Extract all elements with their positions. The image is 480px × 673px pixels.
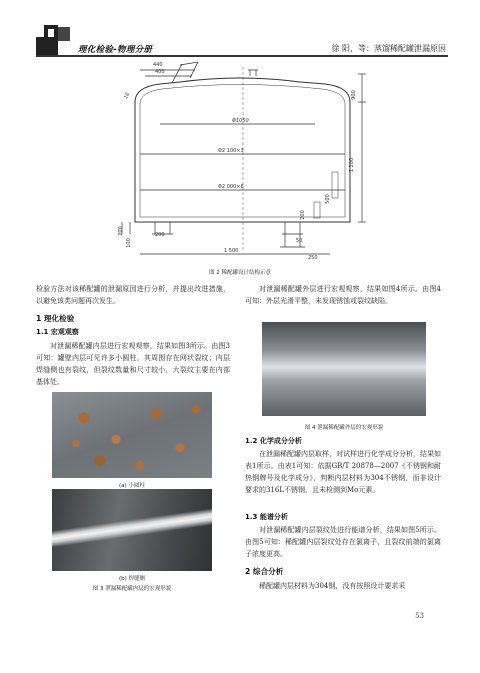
figure2-caption: 图 2 稀配罐设计结构示意	[209, 270, 271, 276]
section-heading-1-1: 1.1 宏观观察	[36, 328, 79, 336]
paragraph-chemistry: 在泄漏稀配罐内层取样，对试样进行化学成分分析，结果如表1所示。由表1可知：依据GB/T 20878—2007《不锈钢和耐热钢牌号及化学成分》，判断内层材料为304不锈钢，而非设计要求的316L不锈钢，且未检测到Mo元素。	[245, 450, 441, 494]
header-rule	[36, 55, 448, 57]
figure4-caption: 图 4 泄漏稀配罐外层的宏观形貌	[304, 425, 384, 431]
dim-label: 400	[155, 69, 165, 75]
dim-label: 200	[155, 232, 165, 238]
photo-a-label: (a) 小圆柱	[119, 483, 145, 489]
photo-small-cylinders	[52, 392, 212, 478]
paragraph-analysis: 稀配罐内层材料为304钢，没有按照设计要求采	[259, 582, 406, 590]
dim-label: 50	[296, 238, 303, 244]
paragraph-outer-layer: 对泄漏稀配罐外层进行宏观观察，结果如图4所示。由图4可知：外层光滑平整，未发现锈蚀或裂纹缺陷。	[245, 285, 441, 305]
tank-design-drawing	[100, 62, 380, 262]
dim-label: 500	[324, 194, 331, 204]
photo-b-label: (b) 焊缝侧	[118, 576, 146, 582]
dim-label: 200	[299, 210, 306, 220]
dim-label: Φ1050	[232, 118, 249, 124]
dim-label: 900	[350, 90, 357, 100]
dim-label: 200	[117, 226, 124, 236]
page-number: 53	[415, 612, 424, 620]
paragraph-intro: 检验方法对该稀配罐的泄漏原因进行分析，并提出改进措施，以避免该类问题再次发生。	[36, 285, 230, 305]
section-heading-1: 1 理化检验	[36, 314, 75, 323]
dim-label: 1 500	[224, 248, 239, 254]
journal-name: 理化检验-物理分册	[78, 45, 153, 55]
dim-label: 440	[153, 62, 163, 68]
photo-outer-layer	[262, 322, 426, 416]
paragraph-eds: 对泄漏稀配罐内层裂纹处进行能谱分析，结果如图5所示。由图5可知：稀配罐内层裂纹处存在氯离子，且裂纹前端的氯离子浓度更高。	[245, 526, 441, 558]
figure3-caption: 图 3 泄漏稀配罐内层的宏观形貌	[92, 586, 172, 592]
dim-label: Φ2 100×3	[218, 148, 244, 154]
dim-label: 250	[308, 255, 318, 261]
dim-label: Φ2 000×6	[218, 184, 244, 190]
dim-label: 100	[125, 238, 132, 248]
dim-label: 10	[122, 91, 132, 101]
photo-weld-side	[52, 489, 212, 571]
journal-logo	[36, 25, 78, 55]
section-heading-1-3: 1.3 能谱分析	[245, 513, 288, 521]
running-head: 徐 阳，等：蒸馏稀配罐泄漏原因	[331, 44, 446, 53]
paragraph-macro: 对泄漏稀配罐内层进行宏观观察，结果如图3所示。由图3可知：罐壁内层可见许多小圆柱，其周围存在网状裂纹；内层焊缝侧也有裂纹，但裂纹数量和尺寸较小，大裂纹主要在内部基体处。	[36, 342, 230, 386]
section-heading-1-2: 1.2 化学成分分析	[245, 437, 302, 445]
section-heading-2: 2 综合分析	[245, 567, 284, 576]
dim-label: 1 200	[349, 157, 356, 173]
